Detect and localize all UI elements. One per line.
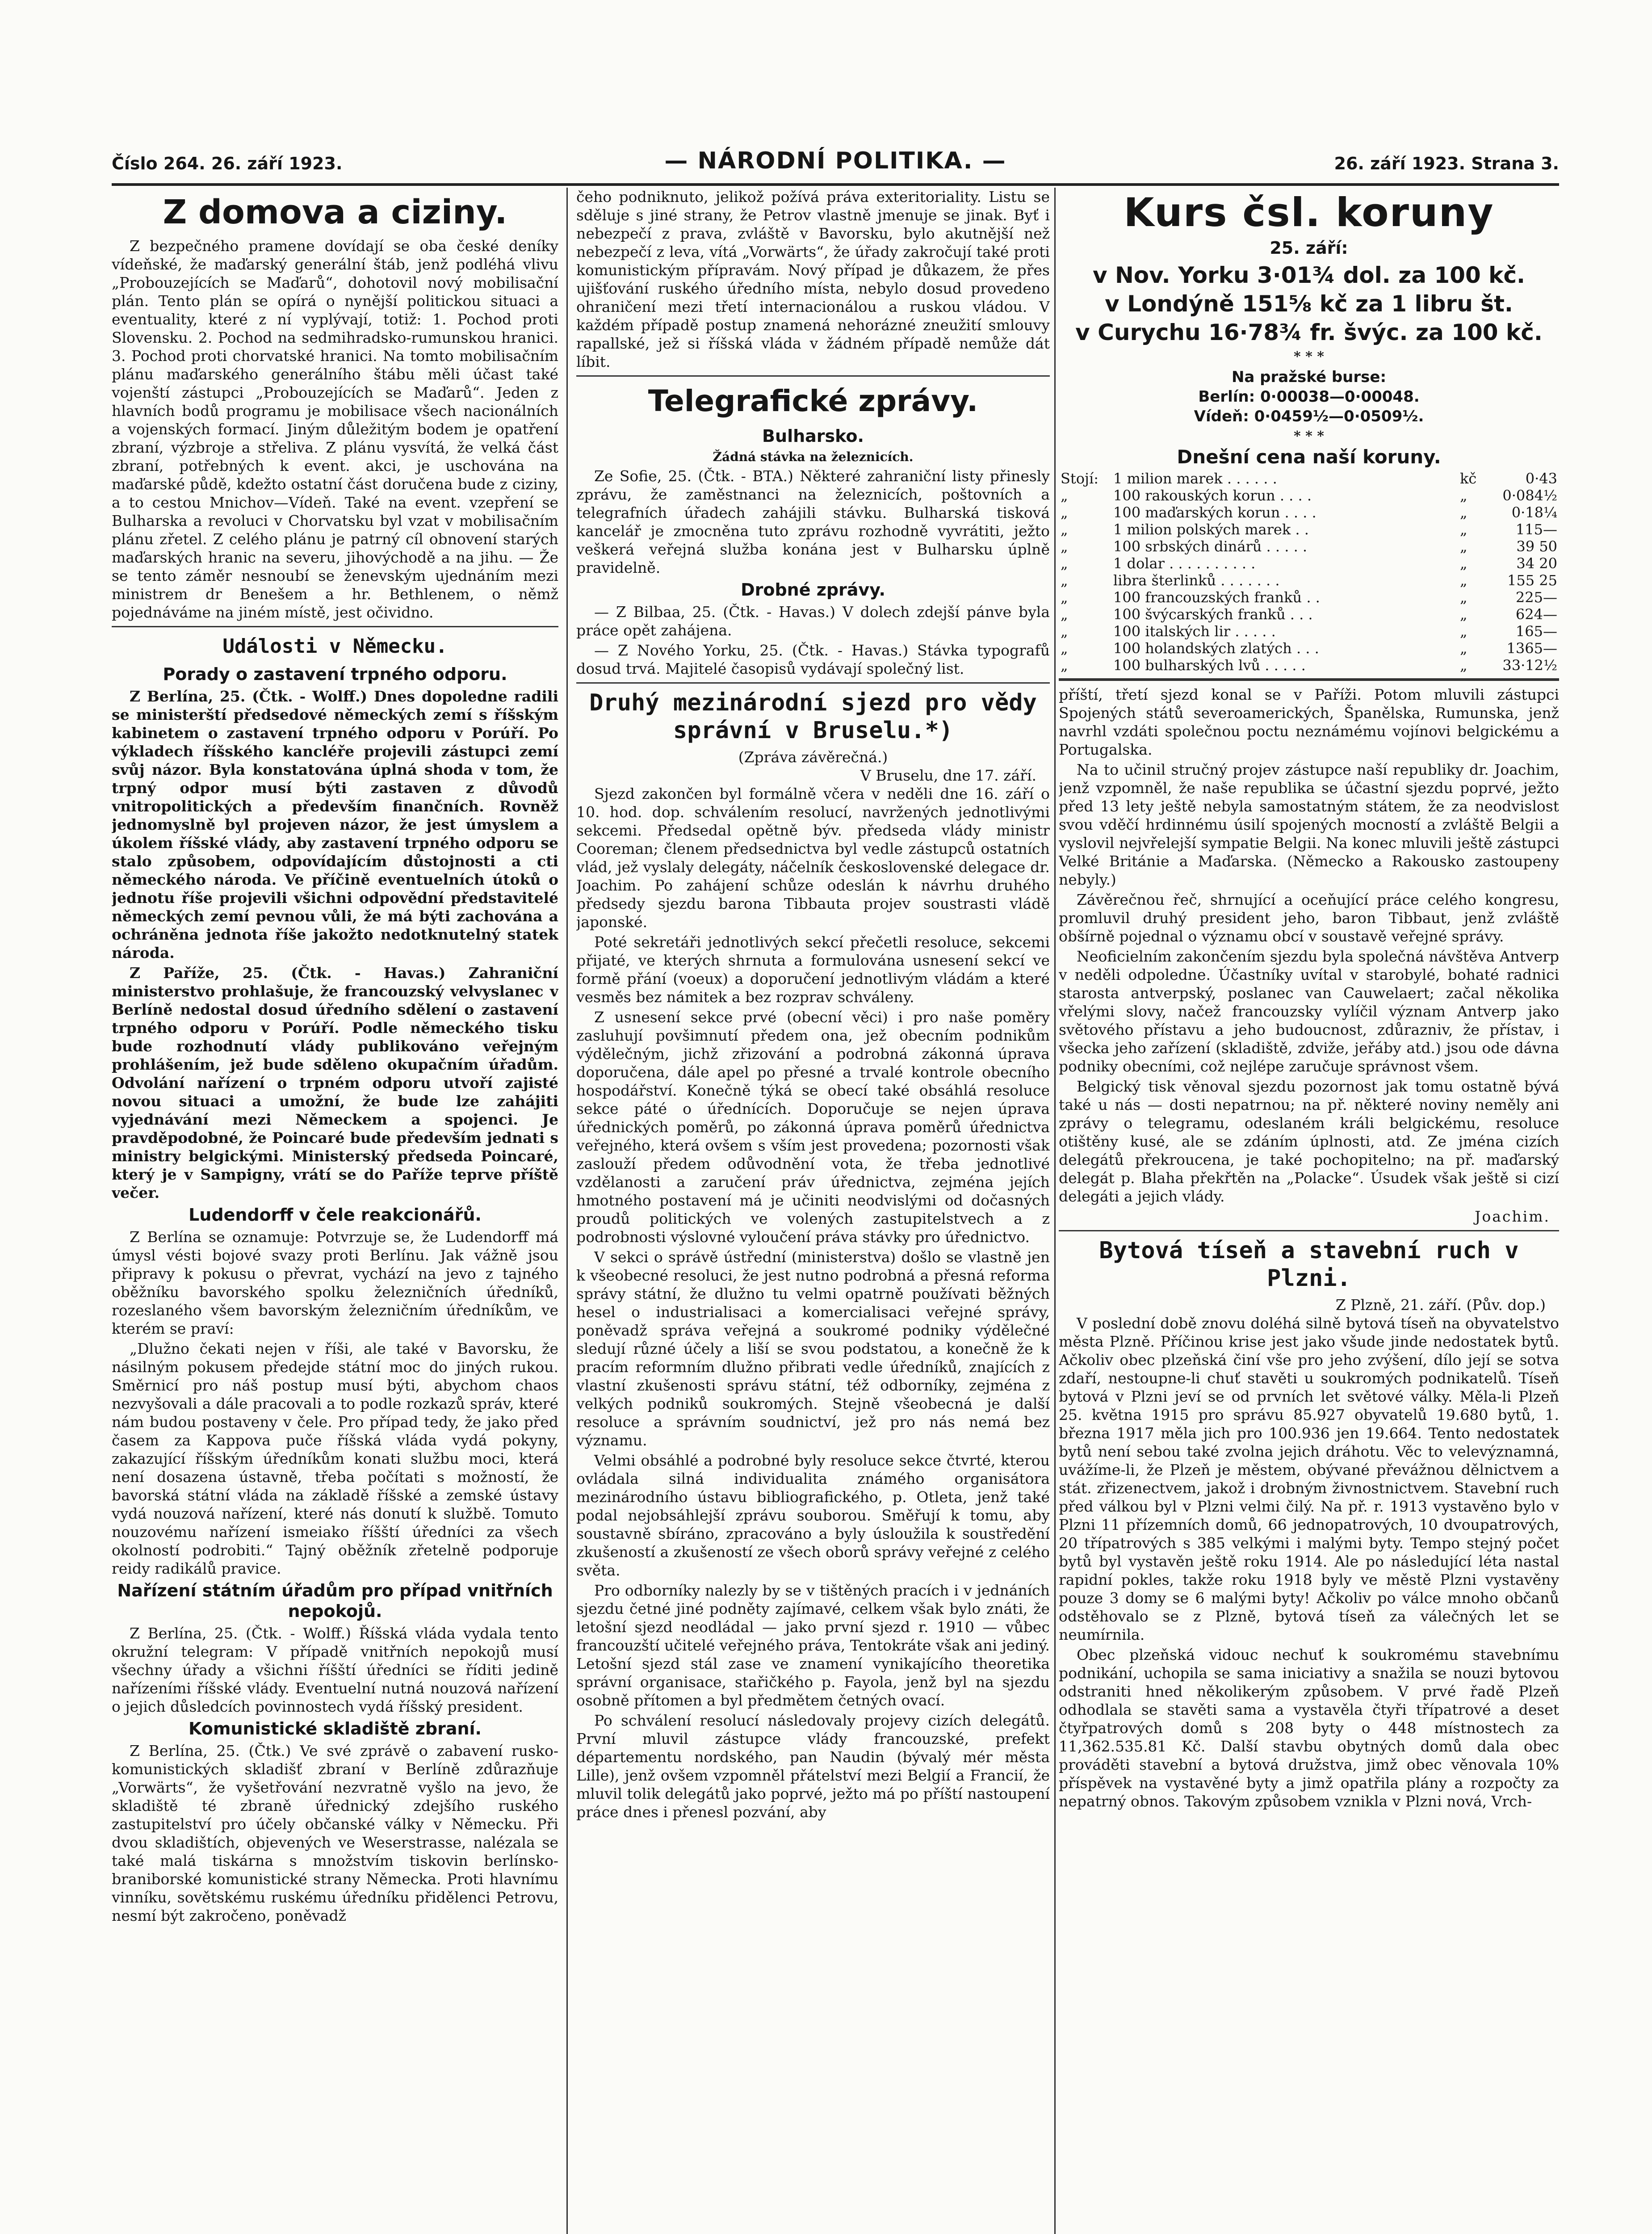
rate-row	[1059, 538, 1559, 555]
rate-row	[1059, 555, 1559, 572]
rate-item: 100 švýcarských franků . . .	[1113, 606, 1313, 623]
sjezd-dateline: V Bruselu, dne 17. září.	[860, 767, 1036, 784]
article-sklad: Z Berlína, 25. (Čtk.) Ve své zprávě o zabavení rusko-komunistických skladišť zbraní v Berlíně zdůrazňuje „Vorwärts“, že vyšetřování nezvratně vyšlo na jevo, že skladiště té zbraně úřednický zdejšího ruského zastupitelství pro účely občanské války v Německu. Při dvou skladištích, objevených ve Weserstrasse, nalézala se také malá tiskárna s množstvím tiskovin berlínsko-braniborské komunistické strany Německa. Proti hlavnímu vinníku, sovětskému ruskému úředníku přidělenci Petrovu, nesmí být zakročeno, poněvadž	[112, 1742, 558, 1924]
signature: Joachim.	[1475, 1208, 1550, 1225]
sjezd-p1: Sjezd zakončen byl formálně včera v neděli dne 16. září o 10. hod. dop. schválením resolucí, navržených jednotlivými sekcemi. Předsedal opětně býv. předseda vlády ministr Cooreman; členem předsednictva byl vedle zástupců ostatních vlád, jež vyslaly delegáty, náčelník československé delegace dr. Joachim. Po zahájení schůze odeslán k návrhu druhého předsedy sjezdu barona Tibbauta projev soustrasti vládě japonské.	[576, 785, 1050, 931]
rate-unit: „	[1460, 521, 1468, 538]
rate-row	[1059, 572, 1559, 589]
rate-unit: „	[1460, 555, 1468, 572]
sjezd-joachim: Na to učinil stručný projev zástupce naší republiky dr. Joachim, jenž vzpomněl, že naše republika se účastní sjezdu poprvé, ježto před 13 lety ještě nebyla samostatným státem, že za neodvislost svou vděčí hrdinnému úsilí spojených mocností a zvláště Belgii a vyslovil nejvřelejší sympatie Belgii. Na konec mluvili ještě zástupci Velké Británie a Maďarska. (Německo a Rakousko zastoupeny nebyly.)	[1059, 761, 1559, 888]
rates-table	[1059, 470, 1559, 674]
rate-item: 100 rakouských korun . . . .	[1113, 487, 1312, 504]
column-3	[1059, 188, 1559, 2234]
heading-byt: Bytová tíseň a stavební ruch v Plzni.	[1099, 1237, 1519, 1292]
rate-label: „	[1061, 504, 1068, 521]
stars-divider: * * *	[1294, 349, 1324, 365]
rate-unit: „	[1460, 487, 1468, 504]
rate-item: 100 maďarských korun . . . .	[1113, 504, 1317, 521]
rate-label: „	[1061, 640, 1068, 657]
kurs-date: 25. září:	[1270, 238, 1348, 258]
rate-item: 1 milion polských marek . .	[1113, 521, 1309, 538]
heading-narizeni: Nařízení státním úřadům pro případ vnitřních nepokojů.	[117, 1581, 553, 1621]
sjezd-p5: Velmi obsáhlé a podrobné byly resoluce sekce čtvrté, kterou ovládala silná individualita známého organisátora mezinárodního ústavu bibliografického, p. Otleta, jenž také podal nejobsáhlejší zprávu souborou. Směřují k tomu, aby soustavně sbíráno, zpracováno a byly úsloužila k soustředění zkušeností a zkušeností ze všech oborů správy veřejné z celého světa.	[576, 1452, 1050, 1579]
rate-value: 165—	[1515, 623, 1557, 640]
rate-row	[1059, 640, 1559, 657]
rate-row	[1059, 623, 1559, 640]
rate-value: 34 20	[1516, 555, 1557, 572]
kurs-london: v Londýně 151⅝ kč za 1 libru št.	[1105, 291, 1513, 317]
rate-item: libra šterlinků . . . . . . .	[1113, 572, 1280, 589]
column-1	[112, 188, 558, 2225]
rate-unit: „	[1460, 606, 1468, 623]
rate-label: „	[1061, 623, 1068, 640]
rate-unit: „	[1460, 538, 1468, 555]
article-mobilisation: Z bezpečného pramene dovídají se oba české deníky vídeňské, že maďarský generální štáb, jenž podléhá vlivu „Probouzejících se Maďarů“, dohotovil nový mobilisační plán. Tento plán se opírá o nynější politickou situaci a eventuality, které z ní vyplývají, totiž: 1. Pochod proti Slovensku. 2. Pochod na sedmihradsko-rumunskou hranici. 3. Pochod proti chorvatské hranici. Na tomto mobilisačním plánu maďarského generálního štábu měli účast také vojenští zástupci „Probouzejících se Maďarů“. Jeden z hlavních bodů programu je mobilisace všech nacionálních a vojenských formací. Jiným důležitým bodem je opatření zbraní, výzbroje a střeliva. Z plánu vysvítá, že velká část zbraní, potřebných k event. akci, je uschována na maďarské půdě, kdežto ostatní část doručena bude z ciziny, a to cestou Mnichov—Vídeň. Také na event. vzepření se Bulharska a revoluci v Chorvatsku byl vzat v mobilisačním plánu zřetel. Z celého plánu je patrný cíl obnovení starých maďarských hranic na severu, jihovýchodě a na jihu. — Že se tento záměr nesnoubí se ženevským ujednáním mezi ministrem dr Benešem a hr. Bethlenem, o němž pojednáváme na jiném místě, jest očividno.	[112, 237, 558, 621]
heading-stavka: Žádná stávka na železnicích.	[713, 449, 914, 464]
page-number: 26. září 1923. Strana 3.	[1334, 154, 1559, 173]
rate-row	[1059, 487, 1559, 504]
article-ludendorff-quote: „Dlužno čekati nejen v říši, ale také v Bavorsku, že násilným pokusem předejde státní moc do jiných rukou. Směrnicí pro náš postup musí býti, abychom chaos nezvyšovali a dále pracovali a to podle rozkazů správ, které nám budou postaveny v čele. Pro případ tedy, že jako před časem za Kappova puče říšská vláda vydá pokyny, zakazující říšským úředníkům konati službu moci, která není dosazena ústavně, třeba počítati s možností, že bavorská státní vláda na základě říšské a zemské ústavy vydá nouzová nařízení, které nás donutí k službě. Tomuto nouzovému nařízení ismeiako říšští úředníci za všech okolností podrobiti.“ Tajný oběžník zřetelně podporuje reidy radikálů pravice.	[112, 1340, 558, 1577]
divider	[1059, 678, 1559, 681]
rate-value: 155 25	[1507, 572, 1557, 589]
rate-value: 115—	[1515, 521, 1557, 538]
sjezd-continued: příští, třetí sjezd konal se v Paříži. Potom mluvili zástupci Spojených států severoamerických, Španělska, Rumunska, jenž navrhl vzdáti společnou poctu neznámému vojínovi belgickému a Portugalska.	[1059, 686, 1559, 758]
sjezd-antverpy: Neoficielním zakončením sjezdu byla společná návštěva Antverp v neděli odpoledne. Účastníky uvítal v starobylé, bohaté radnici starosta antverpský, poslanec van Cauwelaert; začal několika vřelými slovy, načež francouzsky vylíčil význam Antverp jako světového přístavu a jeho budoucnost, zdůrazniv, že přístav, i všecka jeho zařízení (skladiště, zdviže, jeřáby atd.) jsou ode dávna podniky obecními, což nejlépe zaručuje správnost všem.	[1059, 948, 1559, 1075]
rate-value: 225—	[1515, 589, 1557, 606]
byt-dateline: Z Plzně, 21. září. (Pův. dop.)	[1335, 1296, 1546, 1314]
rate-unit: „	[1460, 504, 1468, 521]
burse-berlin: Berlín: 0·00038—0·00048.	[1198, 388, 1420, 406]
heading-kurs: Kurs čsl. koruny	[1124, 189, 1494, 235]
sjezd-tisk: Belgický tisk věnoval sjezdu pozornost jak tomu ostatně bývá také u nás — dosti nepatrnou; na př. některé noviny neměly ani zprávy o telegramu, odeslaném králi belgickému, resoluce otištěny kusé, ale se zdáním úplnosti, atd. Ze jména cizích delegátů překroucena, je také pochopitelno; na př. maďarský delegát p. Blaha překřtěn na „Polacke“. Úsudek však ještě si cizí delegáti a jejich vlády.	[1059, 1078, 1559, 1205]
rate-row	[1059, 657, 1559, 674]
burse-title: Na pražské burse:	[1231, 368, 1387, 386]
rate-value: 624—	[1515, 606, 1557, 623]
masthead	[112, 147, 1559, 183]
rate-label: „	[1061, 572, 1068, 589]
rate-label: „	[1061, 521, 1068, 538]
heading-events-germany: Události v Německu.	[222, 635, 448, 658]
rate-value: 0·084½	[1502, 487, 1557, 504]
heading-ludendorff: Ludendorff v čele reakcionářů.	[189, 1205, 482, 1225]
rate-unit: „	[1460, 623, 1468, 640]
sjezd-subtitle: (Zpráva závěrečná.)	[738, 748, 888, 766]
rate-value: 39 50	[1516, 538, 1557, 555]
byt-p1: V poslední době znovu doléhá silně bytová tíseň na obyvatelstvo města Plzně. Příčinou krise jest jako všude jinde nedostatek bytů. Ačkoliv obec plzeňská činí vše pro jeho zvýšení, dílo její se sotva zdaří, nestoupne-li chuť stavěti u soukromých podnikatelů. Tíseň bytová v Plzni jeví se od prvních let světové války. Měla-li Plzeň 25. května 1915 pro správu 85.927 obyvatelů 19.680 bytů, 1. března 1917 měla jich pro 100.936 jen 19.664. Tento nedostatek bytů není sebou také zvolna jejich dráhotu. Věc to velevýznamná, uvážíme-li, že Plzeň je městem, obývané převážnou dělnictvem a stát. zřizenectvem, jakož i drobným živnostnictvem. Stavební ruch před válkou byl v Plzni velmi čilý. Na př. r. 1913 vystavěno bylo v Plzni 11 přízemních domů, 66 jednopatrových, 10 dvoupatrových, 20 třípatrových s 385 velkými i malými byty. Tempo stejný počet bytů byl vystavěn ještě roku 1914. Ale po následující léta nastal rapidní pokles, takže roku 1918 byly ve městě Plzni vystavěny pouze 3 domy se 6 malými byty! Ačkoliv po válce mnoho občanů odstěhovalo se z Plzně, bytová tíseň za válečných let se neumírnila.	[1059, 1314, 1559, 1643]
sjezd-p4: V sekci o správě ústřední (ministerstva) došlo se vlastně jen k všeobecné resoluci, že jest nutno podrobná a přesná reforma správy státní, že dlužno tu velmi opatrně používati běžných hesel o industrialisaci a komercialisaci veřejné správy, poněvadž správa veřejná a soukromé podniky výdělečné sledují různé účely a liší se svou podstatou, a konečně že k pracím reformním dlužno přibrati vedle úředníků, znajících z vlastní zkušenosti správu státní, též odborníky, zejména z velkých podniků soukromých. Stejně všeobecná je další resoluce a správním soudnictví, jež pro nás nemá bez významu.	[576, 1248, 1050, 1449]
stars-divider: * * *	[1294, 428, 1324, 444]
rate-label: „	[1061, 487, 1068, 504]
rate-row	[1059, 470, 1559, 487]
rate-item: 1 dolar . . . . . . . . . .	[1113, 555, 1256, 572]
rate-row	[1059, 521, 1559, 538]
heading-cena: Dnešní cena naší koruny.	[1177, 446, 1441, 468]
rate-label: „	[1061, 657, 1068, 674]
rate-unit: „	[1460, 640, 1468, 657]
column-rule-1	[566, 188, 568, 2234]
heading-porady: Porady o zastavení trpného odporu.	[163, 664, 507, 684]
rate-unit: kč	[1460, 470, 1477, 487]
rate-unit: „	[1460, 589, 1468, 606]
rate-value: 0·18¼	[1511, 504, 1557, 521]
rate-label: „	[1061, 606, 1068, 623]
rate-item: 100 bulharských lvů . . . . .	[1113, 657, 1306, 674]
kurs-zurich: v Curychu 16·78¾ fr. švýc. za 100 kč.	[1075, 319, 1543, 345]
article-ludendorff: Z Berlína se oznamuje: Potvrzuje se, že Ludendorff má úmysl vésti bojové svazy proti Berlínu. Jak vážně jsou připravy k pokusu o převrat, vychází na jevo z tajného oběžníku bavorského spolku železničních úředníků, rozeslaného všem bavorským železničním úředníkům, ve kterém se praví:	[112, 1228, 558, 1337]
burse-viden: Vídeň: 0·0459½—0·0509½.	[1194, 407, 1424, 425]
article-narizeni: Z Berlína, 25. (Čtk. - Wolff.) Říšská vláda vydala tento okružní telegram: V případě vnitřních nepokojů musí všechny úřady a všichni říšští úředníci se říditi jedině nařízeními říšské vlády. Eventuelní nutná nouzová nařízení o jejich důsledcích povinnostech vydá říšský president.	[112, 1625, 558, 1715]
rate-unit: „	[1460, 572, 1468, 589]
heading-telegraficke: Telegrafické zprávy.	[648, 384, 978, 418]
issue-number: Číslo 264. 26. září 1923.	[112, 154, 343, 173]
divider	[1059, 1230, 1559, 1231]
rate-row	[1059, 504, 1559, 521]
heading-bulharsko: Bulharsko.	[762, 426, 864, 446]
column-2	[576, 188, 1050, 2234]
article-continued: čeho podniknuto, jelikož požívá práva exteritoriality. Listu se sděluje s jiné strany, že Petrov vlastně jmenuje se jinak. Byť i nebezpečí z prava, zvláště v Bavorsku, bylo akutnější než nebezpečí z leva, vítá „Vorwärts“, že úřady zakročují také proti komunistickým přípravám. Nový případ je důkazem, že přes ujišťování ruského úředního místa, nebylo dosud provedeno ohraničení mezi třetí internacionálou a ruskou vládou. V každém případě postup znamená nehorázné zneužití smlouvy rapallské, jež si říšská vláda v žádném případě nemůže dát líbit.	[576, 188, 1050, 370]
byt-p2: Obec plzeňská vidouc nechuť k soukromému stavebnímu podnikání, uchopila se sama iniciativy a snažila se nouzi bytovou odstraniti hned několikerým způsobem. V prvé řadě Plzeň odhodlala se stavěti sama a vystavěla čtyři třípatrové a deset čtyřpatrových domů s 208 byty o 448 místnostech za 11,362.535.81 Kč. Další stavbu obytných domů dala obec prováděti stavební a bytová družstva, jimž obec věnovala 10% příspěvek na vystavěné byty a jimž opatřila plány a rozpočty za nepatrný obnos. Takovým způsobem vznikla v Plzni nová, Vrch-	[1059, 1646, 1559, 1810]
rate-value: 1365—	[1506, 640, 1557, 657]
column-rule-2	[1054, 188, 1056, 2234]
heading-sklad: Komunistické skladiště zbraní.	[189, 1719, 482, 1738]
divider	[112, 626, 558, 627]
sjezd-p3: Z usnesení sekce prvé (obecní věci) i pro naše poměry zasluhují povšimnutí předem ona, jež obecním podnikům výdělečným, jichž zřizování a podrobná zákonná úprava doporučena, dále apel po přesné a trvalé kontrole obecního hospodářství. Konečně týká se obecí také obsáhlá resoluce sekce páté o úřednících. Doporučuje se nejen úprava úřednických poměrů, po zákonná úprava poměrů úřednictva veřejného, která ovšem s vším jest provedena; pozornosti však zaslouží předem odůvodnění vota, že třeba jednotlivé vzdělanosti a zaručení práv úřednictva, zejména jejích hmotného postavení má je učiniti neodvislými od dočasných proudů politických ve volených zastupitelstvech a z podrobnosti výslovné vyloučení práva stávky pro úřednictvo.	[576, 1008, 1050, 1246]
article-sofie: Ze Sofie, 25. (Čtk. - BTA.) Některé zahraniční listy přinesly zprávu, že zaměstnanci na železnicích, poštovních a telegrafních úřadech zahájili stávku. Bulharská tisková kancelář je zmocněna tuto zprávu rozhodně vyvrátiti, ježto veškerá veřejná služba konána jest v Bulharsku úplně pravidelně.	[576, 467, 1050, 576]
rate-value: 33·12½	[1502, 657, 1557, 674]
sjezd-p7: Po schválení resolucí následovaly projevy cizích delegátů. První mluvil zástupce vlády francouzské, prefekt départementu nordského, pan Naudin (bývalý mér města Lille), jenž ovšem vzpomněl přátelství mezi Belgií a Francií, že mluvil tolik delegátů jako poprvé, ježto má po příští nastoupení práce dnes i přenesl pozvání, aby	[576, 1712, 1050, 1821]
article-pariz: Z Paříže, 25. (Čtk. - Havas.) Zahraniční ministerstvo prohlašuje, že francouzský velvyslanec v Berlíně nedostal dosud úředního sdělení o zastavení trpného odporu v Porúří. Podle německého tisku bude rozhodnutí vlády publikováno veřejným prohlášením, jež bude sděleno okupačním úřadům. Odvolání nařízení o trpném odporu utvoří zajisté novou situaci a umožní, že bude lze zahájiti vyjednávání mezi Německem a spojenci. Je pravděpodobné, že Poincaré bude především jednati s ministry belgickými. Ministerský předseda Poincaré, který je v Sampigny, vrátí se do Paříže teprve příště večer.	[112, 964, 558, 1201]
heading-drobne: Drobné zprávy.	[741, 580, 885, 600]
section-title-domova: Z domova a ciziny.	[163, 193, 507, 231]
rate-label: „	[1061, 589, 1068, 606]
article-new-york: — Z Nového Yorku, 25. (Čtk. - Havas.) Stávka typografů dosud trvá. Majitelé časopisů vydávají společný list.	[576, 642, 1050, 677]
sjezd-tibbaut: Závěrečnou řeč, shrnující a oceňující práce celého kongresu, promluvil druhý president jeho, baron Tibbaut, jenž zvláště obšírně pojednal o významu obcí v soustavě veřejné správy.	[1059, 891, 1559, 945]
rate-item: 100 holandských zlatých . . .	[1113, 640, 1319, 657]
newspaper-title: — NÁRODNÍ POLITIKA. —	[664, 147, 1006, 174]
rate-label: „	[1061, 538, 1068, 555]
kurs-new-york: v Nov. Yorku 3·01¾ dol. za 100 kč.	[1092, 262, 1526, 288]
sjezd-p2: Poté sekretáři jednotlivých sekcí přečetli resoluce, sekcemi přijaté, ve kterých shrnuta a formulována usnesení sekcí ve formě přání (voeux) a doporučení jednotlivým vládám a které vesměs bez námitek a bez rozprav schváleny.	[576, 933, 1050, 1006]
rate-unit: „	[1460, 657, 1468, 674]
masthead-rule	[112, 183, 1559, 186]
article-bilbao: — Z Bilbaa, 25. (Čtk. - Havas.) V dolech zdejší pánve byla práce opět zahájena.	[576, 603, 1050, 639]
sjezd-p6: Pro odborníky nalezly by se v tištěných pracích i v jednáních sjezdu četné jiné podněty zajímavé, celkem však bylo znáti, že letošní sjezd neodládal — jako první sjezd r. 1910 — vůbec francouzští učitelé veřejného práva, Tentokráte však ani jediný. Letošní sjezd stál zase ve znamení vynikajícího theoretika správní organisace, stařičkého p. Fayola, jenž byl na sjezdu osobně přítomen a byl předmětem četných ovací.	[576, 1582, 1050, 1709]
divider	[576, 375, 1050, 377]
rate-item: 100 italských lir . . . . .	[1113, 623, 1276, 640]
divider	[576, 682, 1050, 684]
rate-item: 100 francouzských franků . .	[1113, 589, 1320, 606]
rate-value: 0·43	[1525, 470, 1557, 487]
heading-sjezd: Druhý mezinárodní sjezd pro vědy správní v Bruselu.*)	[589, 689, 1037, 744]
rate-row	[1059, 606, 1559, 623]
article-berlin-porady: Z Berlína, 25. (Čtk. - Wolff.) Dnes dopoledne radili se ministerští předsedové německých zemí s říšským kabinetem o zastavení trpného odporu v Porúří. Po výkladech říšského kancléře projevili zástupci zemí svůj názor. Byla konstatována úplná shoda v tom, že trpný odpor musí býti zastaven z důvodů vnitropolitických a především finančních. Rovněž jednomyslně byl projeven názor, že jest úmyslem a úkolem říšské vlády, aby zastavení trpného odporu se stalo způsobem, odpovídajícím důstojnosti a cti německého národa. Ve příčině eventuelních útoků o jednotu říše projevili všichni odpovědní představitelé německých zemí pevnou vůli, že má býti zachována a ochráněna jednota říše jakožto nedotknutelný statek národa.	[112, 688, 558, 962]
rate-row	[1059, 589, 1559, 606]
rate-label: „	[1061, 555, 1068, 572]
rate-item: 100 srbských dinárů . . . . .	[1113, 538, 1308, 555]
rate-item: 1 milion marek . . . . . .	[1113, 470, 1277, 487]
rate-label: Stojí:	[1061, 470, 1099, 487]
